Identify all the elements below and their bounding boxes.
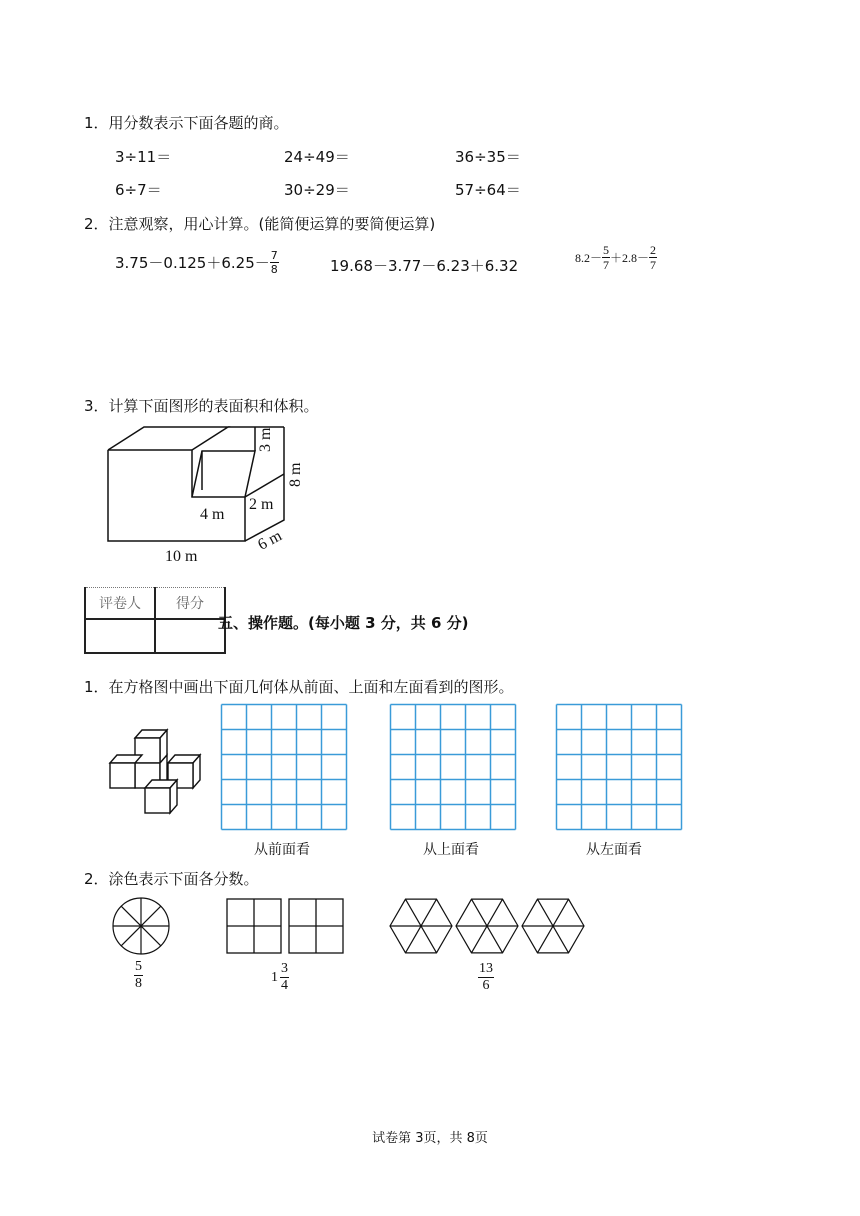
grid-top[interactable] xyxy=(389,703,519,831)
fraction-13-6: $\frac{13}{6}$ xyxy=(479,961,493,993)
score-header: 得分 xyxy=(155,588,225,620)
q2-expression-1: 3.75－0.125＋6.25－ $\frac{7}{8}$ xyxy=(115,249,278,276)
dim-6m: 6 m xyxy=(255,527,285,554)
dim-4m: 4 m xyxy=(200,506,225,523)
q2-label: 2．注意观察，用心计算。(能简便运算的要简便运算) xyxy=(84,215,436,233)
q2-expression-3: 8.2－ $\frac{5}{7}$ ＋2.8－ $\frac{2}{7}$ xyxy=(575,243,657,272)
reviewer-header: 评卷人 xyxy=(85,588,155,620)
score-cell[interactable] xyxy=(155,619,225,653)
dim-8m: 8 m xyxy=(287,462,304,487)
hexagons-sixths[interactable] xyxy=(388,895,590,957)
solid-figure xyxy=(100,420,320,570)
reviewer-cell[interactable] xyxy=(85,619,155,653)
p1-label: 1．在方格图中画出下面几何体从前面、上面和左面看到的图形。 xyxy=(84,678,514,696)
fraction: $\frac{2}{7}$ xyxy=(650,243,657,272)
fraction: $\frac{5}{7}$ xyxy=(603,243,610,272)
caption-left: 从左面看 xyxy=(586,842,642,858)
q1-item: 30÷29＝ xyxy=(284,181,350,199)
p2-label: 2．涂色表示下面各分数。 xyxy=(84,870,259,888)
q1-item: 3÷11＝ xyxy=(115,148,172,166)
grid-left[interactable] xyxy=(555,703,685,831)
fraction-5-8: $\frac{5}{8}$ xyxy=(135,959,142,991)
circle-eighths[interactable] xyxy=(110,895,172,957)
cube-stack-figure xyxy=(105,725,205,820)
score-table xyxy=(84,587,226,654)
q2-expression-2: 19.68－3.77－6.23＋6.32 xyxy=(330,257,519,275)
squares-quarters[interactable] xyxy=(225,897,347,955)
q3-label: 3．计算下面图形的表面积和体积。 xyxy=(84,397,319,415)
q1-item: 36÷35＝ xyxy=(455,148,521,166)
dim-10m: 10 m xyxy=(165,548,198,565)
q1-item: 57÷64＝ xyxy=(455,181,521,199)
fraction: $\frac{7}{8}$ xyxy=(270,249,278,276)
caption-front: 从前面看 xyxy=(254,842,310,858)
page-footer: 试卷第 3页，共 8页 xyxy=(372,1131,488,1146)
dim-3m: 3 m xyxy=(257,427,274,452)
grid-front[interactable] xyxy=(220,703,350,831)
section-5-title: 五、操作题。(每小题 3 分，共 6 分) xyxy=(218,614,469,632)
q1-item: 6÷7＝ xyxy=(115,181,162,199)
dim-2m: 2 m xyxy=(249,496,274,513)
q1-item: 24÷49＝ xyxy=(284,148,350,166)
caption-top: 从上面看 xyxy=(423,842,479,858)
mixed-fraction-1-3-4: 1 $\frac{3}{4}$ xyxy=(271,961,288,993)
q1-label: 1．用分数表示下面各题的商。 xyxy=(84,114,289,132)
